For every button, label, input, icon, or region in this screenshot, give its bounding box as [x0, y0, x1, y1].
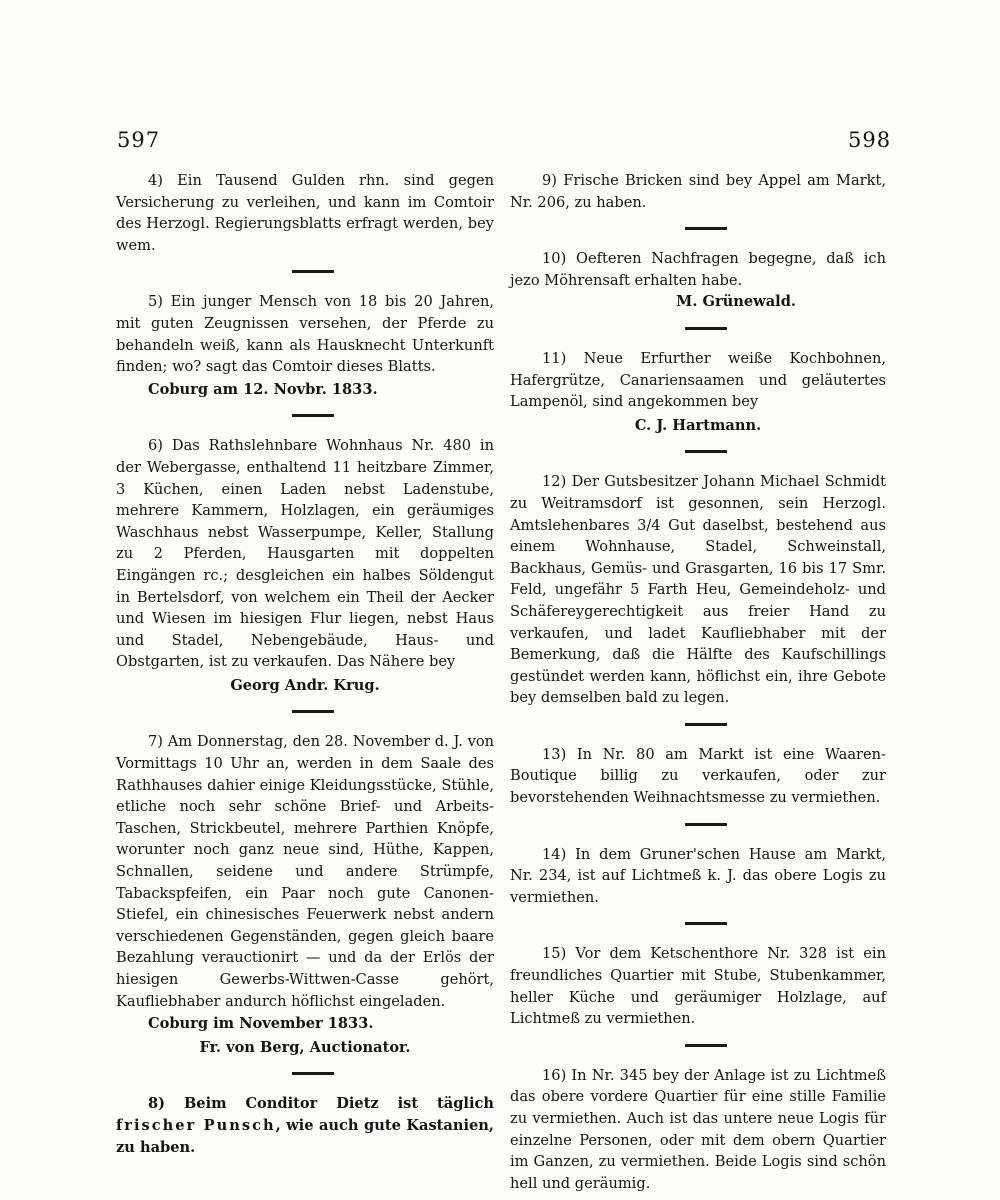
separator-rule — [685, 327, 727, 330]
ad-text: 16) In Nr. 345 bey der Anlage ist zu Lichtmeß das obere vordere Quartier für eine stille Familie zu vermiethen. Auch ist das untere neue Logis für einzelne Personen, oder mit dem obern Quartier im Ganzen, zu vermiethen. Beide Logis sind schön hell und geräumig. — [510, 1066, 886, 1192]
signature: C. J. Hartmann. — [634, 416, 762, 434]
right-column — [510, 170, 886, 1194]
advertisement-13 — [510, 744, 886, 809]
advertisement-15 — [510, 943, 886, 1029]
separator-rule — [685, 1044, 727, 1047]
ad-text: 6) Das Rathslehnbare Wohnhaus Nr. 480 in der Webergasse, enthaltend 11 heitzbare Zimmer, 3 Küchen, einen Laden nebst Ladenstube, mehrere Kammern, Holzlagen, ein geräumiges Waschhaus nebst Wasserpumpe, Keller, Stallung zu 2 Pferden, Hausgarten mit doppelten Eingängen rc.; desgleichen ein halbes Söldengut in Bertelsdorf, von welchem ein Theil der Aecker und Wiesen im hiesigen Flur liegen, nebst Haus und Stadel, Nebengebäude, Haus- und Obstgarten, ist zu verkaufen. Das Nähere bey — [116, 437, 494, 671]
ad-text: 12) Der Gutsbesitzer Johann Michael Schmidt zu Weitramsdorf ist gesonnen, sein Herzogl. Amtslehenbares 3/4 Gut daselbst, bestehend aus einem Wohnhause, Stadel, Schweinstall, Backhaus, Gemüs- und Grasgarten, 16 bis 17 Smr. Feld, ungefähr 5 Farth Heu, Gemeindeholz- und Schäfereygerechtigkeit aus freier Hand zu verkaufen, und ladet Kaufliebhaber mit der Bemerkung, daß die Hälfte des Kaufschillings gestündet werden kann, höflichst ein, ihre Gebote bey demselben bald zu legen. — [510, 473, 886, 707]
advertisement-7 — [116, 731, 494, 1058]
ad-text-prefix: 8) Beim Conditor Dietz ist täglich — [148, 1095, 494, 1113]
separator-rule — [685, 723, 727, 726]
ad-text: 5) Ein junger Mensch von 18 bis 20 Jahren, mit guten Zeugnissen versehen, der Pferde zu behandeln weiß, kann als Hausknecht Unterkunft finden; wo? sagt das Comtoir dieses Blatts. — [116, 293, 494, 376]
advertisement-10 — [510, 248, 886, 313]
advertisement-4 — [116, 170, 494, 256]
advertisement-16 — [510, 1065, 886, 1195]
separator-rule — [292, 710, 334, 713]
ad-text-emphasis: frischer Punsch — [116, 1116, 276, 1134]
place-date: Coburg im November 1833. — [148, 1015, 374, 1033]
separator-rule — [685, 450, 727, 453]
signature: Georg Andr. Krug. — [230, 676, 380, 694]
separator-rule — [685, 823, 727, 826]
ad-text: 13) In Nr. 80 am Markt ist eine Waaren-Boutique billig zu verkaufen, oder zur bevorstehenden Weihnachtsmesse zu vermiethen. — [510, 745, 886, 807]
signature: Fr. von Berg, Auctionator. — [199, 1038, 411, 1056]
place-date: Coburg am 12. Novbr. 1833. — [148, 380, 378, 398]
separator-rule — [292, 414, 334, 417]
left-column — [116, 170, 494, 1158]
advertisement-12 — [510, 471, 886, 709]
advertisement-11 — [510, 348, 886, 436]
ad-text: 15) Vor dem Ketschenthore Nr. 328 ist ein freundliches Quartier mit Stube, Stubenkammer, heller Küche und geräumiger Holzlage, auf Lichtmeß zu vermiethen. — [510, 945, 886, 1028]
page-number-right: 598 — [848, 128, 892, 152]
ad-text: 7) Am Donnerstag, den 28. November d. J. von Vormittags 10 Uhr an, werden in dem Saale des Rathhauses dahier einige Kleidungsstücke, Stühle, etliche noch sehr schöne Brief- und Arbeits-Taschen, Strickbeutel, mehrere Parthien Knöpfe, worunter noch ganz neue sind, Hüthe, Kappen, Schnallen, seidene und andere Strümpfe, Tabackspfeifen, ein Paar noch gute Canonen-Stiefel, ein chinesisches Feuerwerk nebst andern verschiedenen Gegenständen, gegen gleich baare Bezahlung verauctionirt — und da der Erlös der hiesigen Gewerbs-Wittwen-Casse gehört, Kaufliebhaber andurch höflichst eingeladen. — [116, 733, 494, 1010]
advertisement-5 — [116, 291, 494, 400]
ad-text: 9) Frische Bricken sind bey Appel am Markt, Nr. 206, zu haben. — [510, 172, 886, 211]
ad-text: 10) Oefteren Nachfragen begegne, daß ich jezo Möhrensaft erhalten habe. — [510, 250, 886, 289]
page-number-left: 597 — [117, 128, 161, 152]
signature: M. Grünewald. — [676, 293, 796, 311]
ad-text: 14) In dem Gruner'schen Hause am Markt, Nr. 234, ist auf Lichtmeß k. J. das obere Logis zu vermiethen. — [510, 845, 886, 906]
advertisement-6 — [116, 435, 494, 696]
separator-rule — [685, 922, 727, 925]
advertisement-14 — [510, 844, 886, 909]
separator-rule — [292, 270, 334, 273]
ad-text-suffix: , wie auch gute Kastanien, zu haben. — [116, 1116, 494, 1156]
ad-text — [116, 1093, 494, 1158]
ad-text: 11) Neue Erfurther weiße Kochbohnen, Hafergrütze, Canariensaamen und geläutertes Lampenöl, sind angekommen bey — [510, 349, 886, 411]
advertisement-9 — [510, 170, 886, 213]
advertisement-8 — [116, 1093, 494, 1158]
separator-rule — [685, 227, 727, 230]
separator-rule — [292, 1072, 334, 1075]
ad-text: 4) Ein Tausend Gulden rhn. sind gegen Versicherung zu verleihen, und kann im Comtoir des Herzogl. Regierungsblatts erfragt werden, bey wem. — [116, 172, 494, 254]
